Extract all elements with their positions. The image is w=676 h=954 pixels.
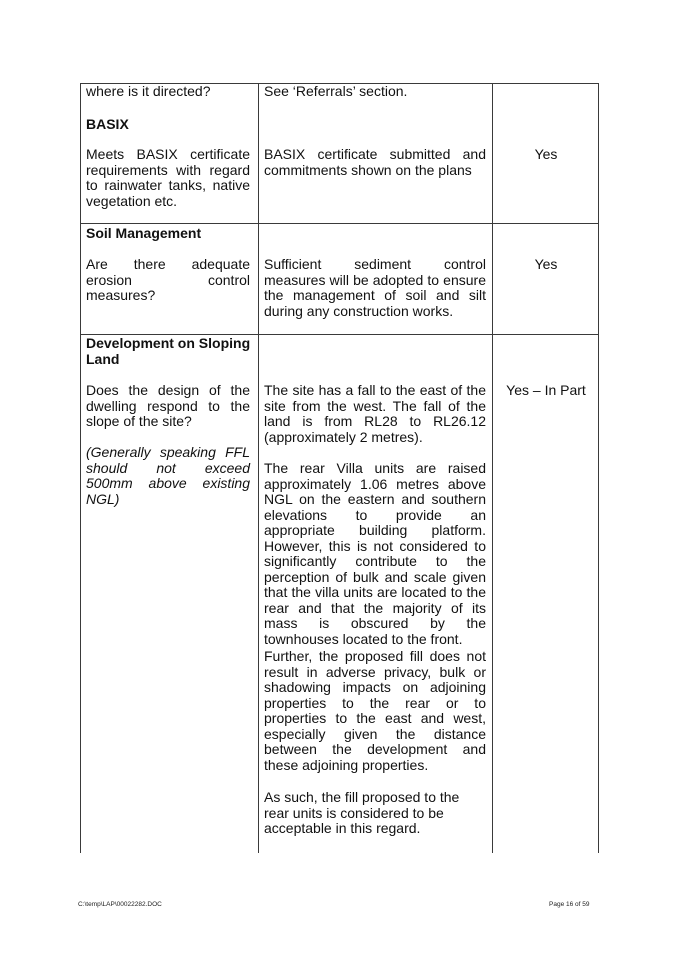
soil-question: Are there adequate erosion control measures? — [86, 256, 250, 303]
table-row-divider-1 — [80, 223, 599, 224]
sloping-comment-p1: The site has a fall to the east of the site from the west. The fall of the land is from RL28 to RL26.12 (approximately 2 metres). — [264, 382, 486, 445]
cell-referral-comment: See ‘Referrals’ section. — [264, 83, 408, 99]
footer-file-path: C:\temp\LAP\00022282.DOC — [78, 901, 162, 908]
table-right-border — [598, 83, 599, 853]
basix-comment: BASIX certificate submitted and commitments shown on the plans — [264, 146, 486, 178]
table-left-border — [80, 83, 81, 853]
basix-compliance: Yes — [534, 146, 558, 162]
soil-compliance: Yes — [534, 256, 558, 272]
sloping-comment-p2: The rear Villa units are raised approximately 1.06 metres above NGL on the eastern and southern elevations to provide an appropriate building platform. However, this is not considered to significantly contribute to the perception of bulk and scale given that the villa units are located to the rear and that the majority of its mass is obscured by the townhouses located to the front. — [264, 460, 486, 647]
basix-question: Meets BASIX certificate requirements with regard to rainwater tanks, native vegetation etc. — [86, 146, 250, 209]
sloping-note: (Generally speaking FFL should not exceed 500mm above existing NGL) — [86, 444, 250, 507]
sloping-comment-p3: Further, the proposed fill does not result in adverse privacy, bulk or shadowing impacts on adjoining properties to the rear or to properties to the east and west, especially given the distance between the development and these adjoining properties. — [264, 648, 486, 773]
sloping-question: Does the design of the dwelling respond to the slope of the site? — [86, 382, 250, 429]
table-col-divider-2 — [492, 83, 493, 853]
soil-comment: Sufficient sediment control measures will be adopted to ensure the management of soil and silt during any construction works. — [264, 256, 486, 319]
basix-heading: BASIX — [86, 116, 129, 132]
sloping-heading: Development on Sloping Land — [86, 335, 251, 367]
table-col-divider-1 — [258, 83, 259, 853]
soil-heading: Soil Management — [86, 225, 202, 241]
sloping-comment-p4: As such, the fill proposed to the rear units is considered to be acceptable in this regard. — [264, 789, 460, 836]
footer-page-number: Page 16 of 59 — [549, 901, 590, 908]
cell-referral-question: where is it directed? — [86, 83, 211, 99]
sloping-compliance: Yes – In Part — [506, 382, 586, 398]
